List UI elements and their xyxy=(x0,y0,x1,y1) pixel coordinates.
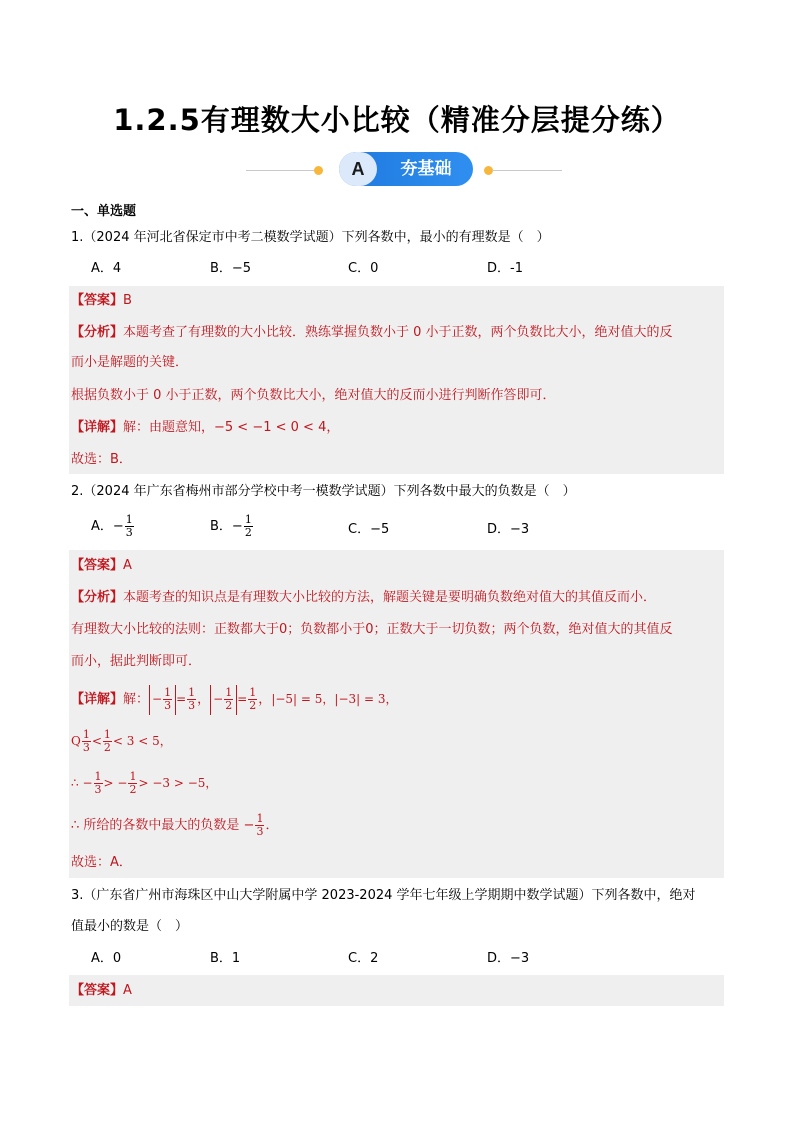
q1-analysis-text1: 本题考查了有理数的大小比较．熟练掌握负数小于 0 小于正数，两个负数比大小，绝对值大的反 xyxy=(123,325,673,340)
q2-answer-value: A xyxy=(123,558,132,573)
q1-detail xyxy=(71,418,339,438)
q2-line2-b xyxy=(103,729,112,754)
banner-text: 夯基础 xyxy=(400,159,452,179)
q2-stem: 2.（2024 年广东省梅州市部分学校中考一模数学试题）下列各数中最大的负数是（ ） xyxy=(71,484,576,499)
q2-option-b xyxy=(210,514,254,539)
q2-line3-mid: > − xyxy=(103,776,128,790)
q2-res-1-num: 1 xyxy=(188,686,196,699)
q2-detail-line2 xyxy=(71,726,172,757)
level-banner xyxy=(0,150,794,188)
banner-left-line xyxy=(246,170,316,171)
q3-answer-value: A xyxy=(123,983,132,998)
q2-line4-tail: ． xyxy=(265,818,279,833)
q2-option-b-den: 2 xyxy=(244,526,252,539)
q2-line2-a-den: 3 xyxy=(82,741,90,754)
q2-res-2-fraction xyxy=(248,687,257,712)
q2-option-b-prefix: B．− xyxy=(210,519,243,534)
q1-analysis-line2: 而小是解题的关键． xyxy=(71,355,189,370)
q1-option-a: A．4 xyxy=(91,261,122,276)
q2-answer-label: 【答案】 xyxy=(71,558,124,573)
q1-analysis-line1 xyxy=(71,323,673,343)
q1-answer-label: 【答案】 xyxy=(71,293,124,308)
q2-abs-1-num: 1 xyxy=(164,685,172,699)
q2-eq-2: = xyxy=(237,692,248,706)
q2-abs-2: − $\frac{1}{2}$ xyxy=(210,685,237,715)
q3-option-c: C．2 xyxy=(348,951,379,966)
q2-line4-num: 1 xyxy=(256,812,264,825)
q2-analysis-label: 【分析】 xyxy=(71,590,124,605)
q2-abs-2-den: 2 xyxy=(225,698,233,712)
q2-res-1-fraction xyxy=(187,687,196,712)
q2-abs-2-fraction xyxy=(224,687,233,712)
q2-line3-b-num: 1 xyxy=(129,770,137,783)
banner-left-dot xyxy=(314,166,323,175)
q2-line2-a xyxy=(82,729,91,754)
q2-res-1-den: 3 xyxy=(188,699,196,712)
q2-line3-b xyxy=(128,771,137,796)
q2-analysis-line1 xyxy=(71,588,656,608)
q2-option-d: D．−3 xyxy=(487,522,530,537)
q2-line2-prefix: Q xyxy=(71,734,81,748)
q2-detail-label: 【详解】 xyxy=(71,692,124,707)
q2-option-a-prefix: A．− xyxy=(91,519,124,534)
q3-answer xyxy=(71,981,132,1001)
q2-option-c: C．−5 xyxy=(348,522,390,537)
q1-solution-box xyxy=(69,286,724,474)
q2-line2-tail: < 3 < 5， xyxy=(112,734,172,748)
q1-answer xyxy=(71,291,132,311)
q3-answer-label: 【答案】 xyxy=(71,983,124,998)
q2-choose: 故选：A． xyxy=(71,855,132,870)
q2-option-a-fraction xyxy=(125,514,134,539)
q2-line3-a xyxy=(94,771,103,796)
q2-line4-text: ∴ 所给的各数中最大的负数是 − xyxy=(71,818,255,833)
q2-line2-mid: < xyxy=(91,734,102,748)
q2-abs-1-fraction xyxy=(163,687,172,712)
q2-detail-line1: 【详解】解： − $\frac{1}{3}$ = $\frac{1}{3}$ ， − $\frac{1}{2}$ = $\frac{1}{2}$ ，|−5| = 5，|−3| = 3， xyxy=(71,684,398,715)
banner-right-line xyxy=(492,170,562,171)
q2-res-2-num: 1 xyxy=(249,686,257,699)
banner-letter: A xyxy=(339,152,377,186)
q3-solution-box xyxy=(69,975,724,1006)
section-heading: 一、单选题 xyxy=(71,204,137,219)
q3-option-a: A．0 xyxy=(91,951,122,966)
q1-answer-value: B xyxy=(123,293,132,308)
q2-line2-b-num: 1 xyxy=(103,728,111,741)
q2-detail-line3 xyxy=(71,768,217,799)
q2-line3-b-den: 2 xyxy=(129,783,137,796)
q2-analysis-text1: 本题考查的知识点是有理数大小比较的方法，解题关键是要明确负数绝对值大的其值反而小． xyxy=(123,590,657,605)
q2-detail-prefix: 解： xyxy=(123,692,150,707)
q3-option-b: B．1 xyxy=(210,951,241,966)
q2-line3-tail: > −3 > −5， xyxy=(138,776,218,790)
q1-detail-text: 解：由题意知，−5 < −1 < 0 < 4， xyxy=(123,420,340,435)
q2-option-a-num: 1 xyxy=(125,513,133,526)
q1-option-c: C．0 xyxy=(348,261,379,276)
q2-detail-part3: |−5| = 5，|−3| = 3， xyxy=(271,692,398,706)
q2-abs-1: − $\frac{1}{3}$ xyxy=(149,685,176,715)
q1-option-b: B．−5 xyxy=(210,261,252,276)
q2-line4-fraction xyxy=(255,813,264,838)
q2-option-a-den: 3 xyxy=(125,526,133,539)
q2-option-a xyxy=(91,514,135,539)
q2-line3-prefix: ∴ − xyxy=(71,776,93,790)
q2-analysis-line2: 有理数大小比较的法则：正数都大于0；负数都小于0；正数大于一切负数；两个负数，绝对值大的其值反 xyxy=(71,622,673,637)
q2-abs-2-num: 1 xyxy=(225,685,233,699)
q2-line2-a-num: 1 xyxy=(82,728,90,741)
q1-analysis-line3: 根据负数小于 0 小于正数，两个负数比大小，绝对值大的反而小进行判断作答即可． xyxy=(71,388,556,403)
q2-eq-1: = xyxy=(176,692,187,706)
q2-detail-line4 xyxy=(71,811,278,841)
q1-analysis-label: 【分析】 xyxy=(71,325,124,340)
q2-line4-den: 3 xyxy=(256,825,264,838)
q1-detail-label: 【详解】 xyxy=(71,420,124,435)
q2-option-b-num: 1 xyxy=(244,513,252,526)
q2-line2-b-den: 2 xyxy=(103,741,111,754)
q2-res-2-den: 2 xyxy=(249,699,257,712)
q2-line3-a-den: 3 xyxy=(94,783,102,796)
q1-stem: 1.（2024 年河北省保定市中考二模数学试题）下列各数中，最小的有理数是（ ） xyxy=(71,230,550,245)
q2-abs-1-den: 3 xyxy=(164,698,172,712)
q2-line3-a-num: 1 xyxy=(94,770,102,783)
q2-analysis-line3: 而小，据此判断即可． xyxy=(71,654,202,669)
page-title: 1.2.5有理数大小比较（精准分层提分练） xyxy=(113,103,681,137)
q1-choose: 故选：B． xyxy=(71,452,132,467)
q2-option-b-fraction xyxy=(244,514,253,539)
q3-stem-line1: 3.（广东省广州市海珠区中山大学附属中学 2023-2024 学年七年级上学期期中数学试题）下列各数中，绝对 xyxy=(71,888,696,903)
q1-option-d: D．-1 xyxy=(487,261,523,276)
q3-option-d: D．−3 xyxy=(487,951,530,966)
q3-stem-line2: 值最小的数是（ ） xyxy=(71,919,189,934)
q2-answer xyxy=(71,556,132,576)
